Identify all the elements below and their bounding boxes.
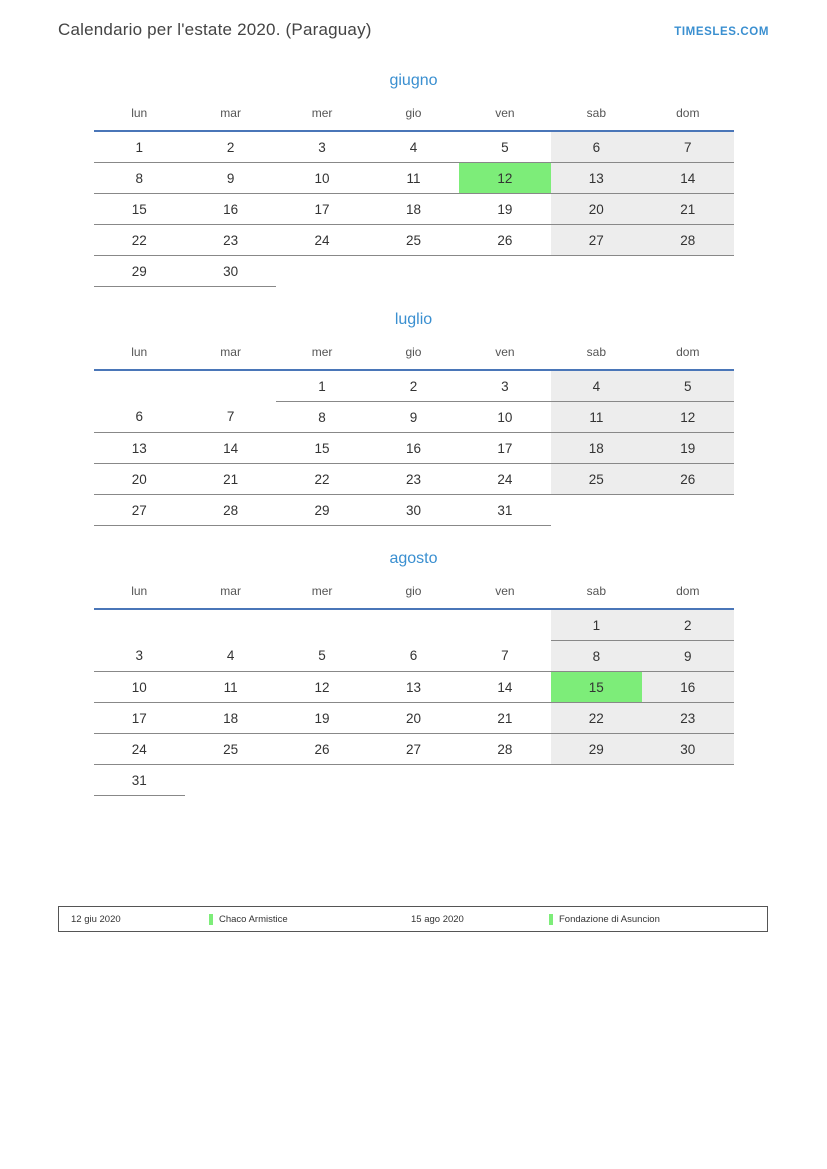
weekday-header: ven — [459, 578, 550, 609]
weekday-header: mer — [276, 100, 367, 131]
empty-cell — [642, 495, 733, 526]
empty-cell — [642, 256, 733, 287]
day-cell[interactable]: 28 — [459, 734, 550, 765]
weekday-header: dom — [642, 578, 733, 609]
day-cell[interactable]: 23 — [368, 464, 459, 495]
day-cell[interactable]: 27 — [551, 225, 642, 256]
day-cell[interactable]: 7 — [459, 641, 550, 672]
day-cell[interactable]: 23 — [185, 225, 276, 256]
weekday-header: dom — [642, 339, 733, 370]
day-cell[interactable]: 3 — [459, 370, 550, 402]
empty-cell — [551, 495, 642, 526]
month-title: luglio — [394, 311, 433, 328]
day-cell[interactable]: 10 — [94, 672, 185, 703]
day-cell[interactable]: 24 — [276, 225, 367, 256]
legend-date: 15 ago 2020 — [411, 913, 464, 925]
day-cell[interactable]: 2 — [368, 370, 459, 402]
day-cell[interactable]: 18 — [185, 703, 276, 734]
day-cell[interactable]: 30 — [642, 734, 733, 765]
week-row — [94, 672, 734, 703]
legend-item — [399, 914, 739, 925]
day-cell[interactable]: 23 — [642, 703, 733, 734]
week-row — [94, 464, 734, 495]
day-cell[interactable]: 18 — [551, 433, 642, 464]
legend-item — [59, 914, 399, 925]
month-table — [94, 339, 734, 526]
day-cell[interactable]: 25 — [551, 464, 642, 495]
day-cell[interactable]: 11 — [368, 163, 459, 194]
legend-label: Chaco Armistice — [219, 913, 288, 925]
day-cell[interactable]: 26 — [459, 225, 550, 256]
day-cell[interactable]: 10 — [459, 402, 550, 433]
day-cell[interactable]: 29 — [551, 734, 642, 765]
day-cell[interactable]: 28 — [642, 225, 733, 256]
day-cell[interactable]: 16 — [185, 194, 276, 225]
day-cell[interactable]: 2 — [185, 131, 276, 163]
day-cell[interactable]: 22 — [276, 464, 367, 495]
weekday-header: dom — [642, 100, 733, 131]
weekday-header: mar — [185, 578, 276, 609]
weekday-header-row — [94, 100, 734, 131]
brand-label: TIMESLES.COM — [674, 26, 769, 38]
day-cell[interactable]: 15 — [94, 194, 185, 225]
empty-cell — [94, 609, 185, 641]
day-cell[interactable]: 12 — [459, 163, 550, 194]
weekday-header-row — [94, 578, 734, 609]
weekday-header: ven — [459, 339, 550, 370]
day-cell[interactable]: 3 — [276, 131, 367, 163]
day-cell[interactable]: 25 — [368, 225, 459, 256]
day-cell[interactable]: 7 — [642, 131, 733, 163]
day-cell[interactable]: 7 — [185, 402, 276, 433]
weekday-header-row — [94, 339, 734, 370]
day-cell[interactable]: 6 — [368, 641, 459, 672]
day-cell[interactable]: 29 — [276, 495, 367, 526]
day-cell[interactable]: 17 — [276, 194, 367, 225]
month-title: agosto — [389, 550, 438, 567]
day-cell[interactable]: 20 — [551, 194, 642, 225]
weekday-header: ven — [459, 100, 550, 131]
weekday-header: lun — [94, 339, 185, 370]
week-row — [94, 433, 734, 464]
week-row — [94, 225, 734, 256]
legend-date: 12 giu 2020 — [71, 913, 121, 925]
day-cell[interactable]: 14 — [185, 433, 276, 464]
day-cell[interactable]: 20 — [94, 464, 185, 495]
day-cell[interactable]: 25 — [185, 734, 276, 765]
week-row — [94, 609, 734, 641]
page-title: Calendario per l'estate 2020. (Paraguay) — [58, 20, 372, 39]
day-cell[interactable]: 9 — [642, 641, 733, 672]
day-cell[interactable]: 11 — [185, 672, 276, 703]
weekday-header: mar — [185, 100, 276, 131]
empty-cell — [276, 256, 367, 287]
empty-cell — [459, 765, 550, 796]
week-row — [94, 194, 734, 225]
empty-cell — [551, 765, 642, 796]
day-cell[interactable]: 22 — [94, 225, 185, 256]
day-cell[interactable]: 16 — [368, 433, 459, 464]
day-cell[interactable]: 10 — [276, 163, 367, 194]
day-cell[interactable]: 21 — [185, 464, 276, 495]
weekday-header: mer — [276, 339, 367, 370]
week-row — [94, 641, 734, 672]
empty-cell — [185, 370, 276, 402]
day-cell[interactable]: 29 — [94, 256, 185, 287]
day-cell[interactable]: 1 — [94, 131, 185, 163]
weekday-header: mer — [276, 578, 367, 609]
day-cell[interactable]: 4 — [551, 370, 642, 402]
day-cell[interactable]: 22 — [551, 703, 642, 734]
day-cell[interactable]: 5 — [642, 370, 733, 402]
day-cell[interactable]: 6 — [551, 131, 642, 163]
day-cell[interactable]: 28 — [185, 495, 276, 526]
day-cell[interactable]: 21 — [459, 703, 550, 734]
day-cell[interactable]: 15 — [276, 433, 367, 464]
week-row — [94, 495, 734, 526]
weekday-header: gio — [368, 100, 459, 131]
page-header — [0, 0, 827, 40]
day-cell[interactable]: 21 — [642, 194, 733, 225]
day-cell[interactable]: 16 — [642, 672, 733, 703]
weekday-header: lun — [94, 578, 185, 609]
day-cell[interactable]: 13 — [551, 163, 642, 194]
empty-cell — [368, 256, 459, 287]
day-cell[interactable]: 15 — [551, 672, 642, 703]
day-cell[interactable]: 26 — [642, 464, 733, 495]
week-row — [94, 256, 734, 287]
legend-bar — [58, 906, 768, 932]
day-cell[interactable]: 18 — [368, 194, 459, 225]
day-cell[interactable]: 9 — [368, 402, 459, 433]
day-cell[interactable]: 30 — [185, 256, 276, 287]
day-cell[interactable]: 17 — [94, 703, 185, 734]
empty-cell — [368, 765, 459, 796]
day-cell[interactable]: 19 — [459, 194, 550, 225]
weekday-header: sab — [551, 578, 642, 609]
day-cell[interactable]: 6 — [94, 402, 185, 433]
day-cell[interactable]: 24 — [459, 464, 550, 495]
day-cell[interactable]: 13 — [94, 433, 185, 464]
day-cell[interactable]: 13 — [368, 672, 459, 703]
legend-label: Fondazione di Asuncion — [559, 913, 660, 925]
day-cell[interactable]: 11 — [551, 402, 642, 433]
weekday-header: gio — [368, 578, 459, 609]
day-cell[interactable]: 9 — [185, 163, 276, 194]
week-row — [94, 765, 734, 796]
day-cell[interactable]: 20 — [368, 703, 459, 734]
day-cell[interactable]: 4 — [185, 641, 276, 672]
day-cell[interactable]: 14 — [642, 163, 733, 194]
empty-cell — [185, 765, 276, 796]
month-block — [58, 536, 770, 806]
day-cell[interactable]: 17 — [459, 433, 550, 464]
day-cell[interactable]: 14 — [459, 672, 550, 703]
day-cell[interactable]: 19 — [642, 433, 733, 464]
week-row — [94, 370, 734, 402]
day-cell[interactable]: 19 — [276, 703, 367, 734]
day-cell[interactable]: 12 — [642, 402, 733, 433]
day-cell[interactable]: 1 — [276, 370, 367, 402]
holiday-color-swatch — [209, 914, 213, 925]
empty-cell — [94, 370, 185, 402]
month-block — [58, 58, 770, 297]
empty-cell — [368, 609, 459, 641]
day-cell[interactable]: 31 — [94, 765, 185, 796]
day-cell[interactable]: 26 — [276, 734, 367, 765]
month-table — [94, 100, 734, 287]
weekday-header: lun — [94, 100, 185, 131]
week-row — [94, 163, 734, 194]
day-cell[interactable]: 8 — [551, 641, 642, 672]
weekday-header: mar — [185, 339, 276, 370]
day-cell[interactable]: 5 — [459, 131, 550, 163]
weekday-header: gio — [368, 339, 459, 370]
day-cell[interactable]: 24 — [94, 734, 185, 765]
day-cell[interactable]: 30 — [368, 495, 459, 526]
empty-cell — [459, 609, 550, 641]
day-cell[interactable]: 4 — [368, 131, 459, 163]
weekday-header: sab — [551, 100, 642, 131]
day-cell[interactable]: 27 — [94, 495, 185, 526]
weekday-header: sab — [551, 339, 642, 370]
day-cell[interactable]: 5 — [276, 641, 367, 672]
day-cell[interactable]: 3 — [94, 641, 185, 672]
month-table — [94, 578, 734, 796]
day-cell[interactable]: 8 — [276, 402, 367, 433]
holiday-color-swatch — [549, 914, 553, 925]
day-cell[interactable]: 31 — [459, 495, 550, 526]
months-container — [0, 58, 827, 806]
week-row — [94, 703, 734, 734]
month-title: giugno — [389, 72, 438, 89]
empty-cell — [185, 609, 276, 641]
month-block — [58, 297, 770, 536]
empty-cell — [276, 765, 367, 796]
week-row — [94, 131, 734, 163]
empty-cell — [551, 256, 642, 287]
week-row — [94, 402, 734, 433]
week-row — [94, 734, 734, 765]
day-cell[interactable]: 2 — [642, 609, 733, 641]
day-cell[interactable]: 1 — [551, 609, 642, 641]
empty-cell — [642, 765, 733, 796]
day-cell[interactable]: 12 — [276, 672, 367, 703]
day-cell[interactable]: 8 — [94, 163, 185, 194]
day-cell[interactable]: 27 — [368, 734, 459, 765]
empty-cell — [276, 609, 367, 641]
empty-cell — [459, 256, 550, 287]
